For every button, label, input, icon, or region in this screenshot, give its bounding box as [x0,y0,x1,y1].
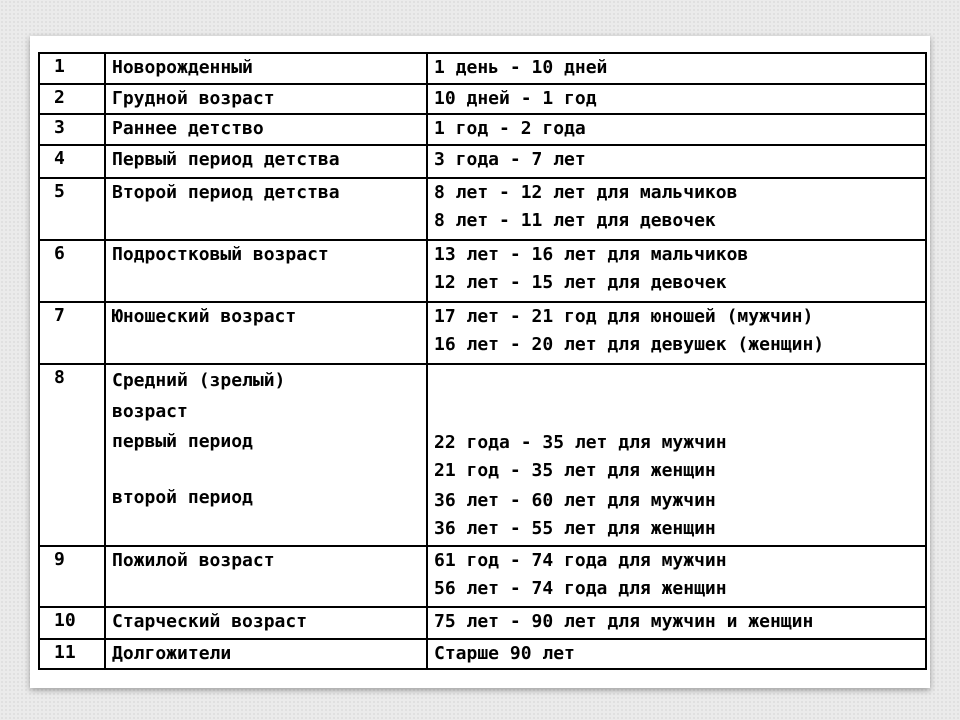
table-row [39,364,926,546]
age-group-name: Раннее детство [105,114,427,145]
table-row [39,53,926,84]
table-row [39,145,926,178]
table-row [39,639,926,669]
age-group-name: Первый период детства [105,145,427,178]
row-number: 9 [39,546,105,607]
age-range: 13 лет - 16 лет для мальчиков 12 лет - 15 лет для девочек [427,240,926,302]
row-number: 3 [39,114,105,145]
age-group-name: Новорожденный [105,53,427,84]
row-number: 11 [39,639,105,669]
age-range: 1 год - 2 года [427,114,926,145]
row-number: 6 [39,240,105,302]
age-group-name: Средний (зрелый) возраст первый период второй период [105,364,427,546]
row-number: 10 [39,607,105,639]
table-row [39,240,926,302]
table-row [39,178,926,240]
row-number: 1 [39,53,105,84]
table-row [39,607,926,639]
age-group-name: Долгожители [105,639,427,669]
age-group-name: Грудной возраст [105,84,427,114]
age-range: Старше 90 лет [427,639,926,669]
table-row [39,546,926,607]
age-range: 17 лет - 21 год для юношей (мужчин) 16 лет - 20 лет для девушек (женщин) [427,302,926,364]
table-row [39,114,926,145]
age-range: 10 дней - 1 год [427,84,926,114]
age-range: 75 лет - 90 лет для мужчин и женщин [427,607,926,639]
age-range: 61 год - 74 года для мужчин 56 лет - 74 года для женщин [427,546,926,607]
age-range: 8 лет - 12 лет для мальчиков 8 лет - 11 лет для девочек [427,178,926,240]
age-group-name: Юношеский возраст [105,302,427,364]
age-group-name: Подростковый возраст [105,240,427,302]
age-range: 1 день - 10 дней [427,53,926,84]
row-number: 4 [39,145,105,178]
age-group-name: Старческий возраст [105,607,427,639]
age-range: 22 года - 35 лет для мужчин 21 год - 35 лет для женщин 36 лет - 60 лет для мужчин 36 лет - 55 лет для женщин [427,364,926,546]
row-number: 7 [39,302,105,364]
age-group-name: Пожилой возраст [105,546,427,607]
row-number: 5 [39,178,105,240]
age-range: 3 года - 7 лет [427,145,926,178]
age-group-name: Второй период детства [105,178,427,240]
table-row [39,84,926,114]
table-row [39,302,926,364]
row-number: 8 [39,364,105,546]
row-number: 2 [39,84,105,114]
age-periods-table [38,52,927,670]
